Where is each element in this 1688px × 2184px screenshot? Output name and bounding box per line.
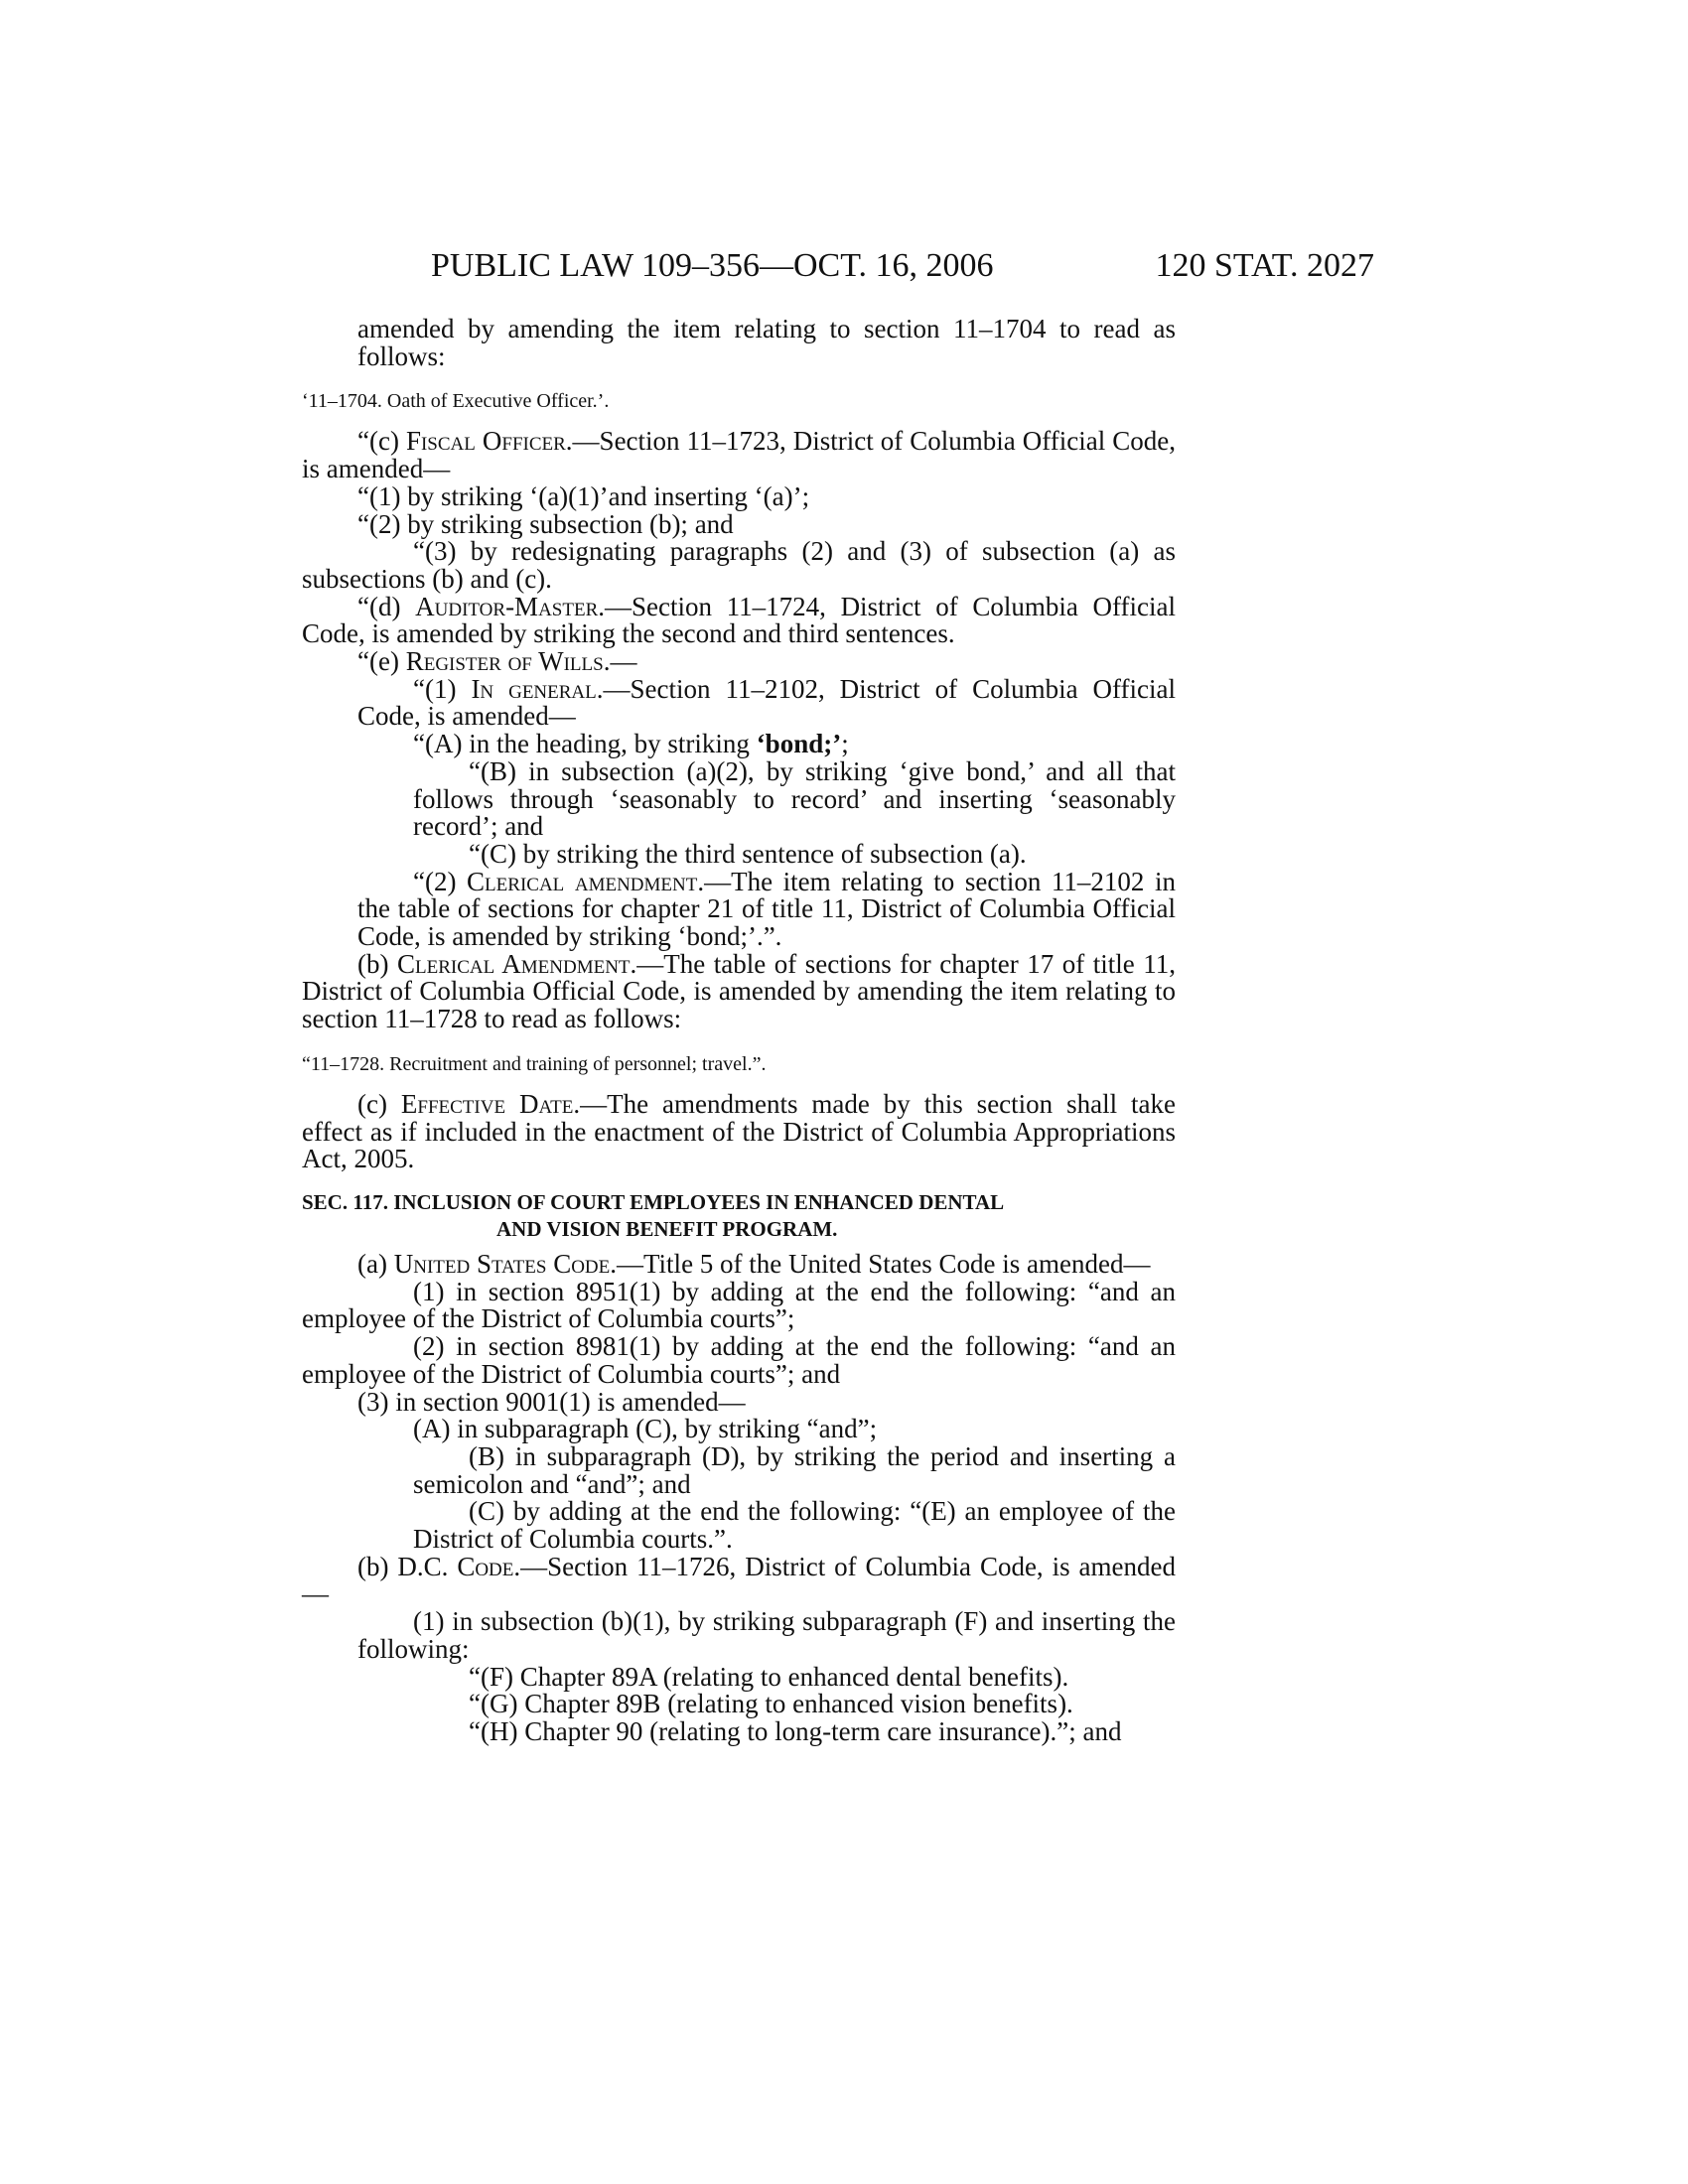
subsection-b-clerical-amendment: (b) Clerical Amendment.—The table of sections for chapter 17 of title 11, District of Columbia Official Code, is amended by amending the item relating to section 11–1728 to read as follows:: [302, 948, 1176, 1034]
subsection-d-auditor-master: “(d) Auditor-Master.—Section 11–1724, District of Columbia Official Code, is amended by striking the second and third sentences.: [302, 591, 1176, 649]
heading-dc-code: D.C. Code: [397, 1551, 514, 1581]
paragraph-c-1: “(1) by striking ‘(a)(1)’and inserting ‘(a)’;: [357, 480, 810, 511]
heading-effective-date: Effective Date: [400, 1088, 574, 1119]
heading-united-states-code: United States Code: [393, 1248, 611, 1279]
subparagraph-e-A: “(A) in the heading, by striking ‘bond;’;: [413, 729, 849, 759]
body-text: [302, 316, 1176, 1746]
subsection-e-register-of-wills: “(e) Register of Wills.—: [357, 646, 637, 677]
heading-register-of-wills: Register of Wills: [405, 646, 604, 677]
running-head-title: PUBLIC LAW 109–356—OCT. 16, 2006: [431, 247, 994, 284]
bold-bond: ‘bond;’: [756, 729, 842, 759]
section-117-heading-line2: AND VISION BENEFIT PROGRAM.: [496, 1216, 838, 1241]
paragraph-c-2: “(2) by striking subsection (b); and: [357, 508, 734, 539]
subsection-c-effective-date: (c) Effective Date.—The amendments made by this section shall take effect as if included in the enactment of the District of Columbia Appropriations Act, 2005.: [302, 1088, 1176, 1174]
subparagraph-a-C: (C) by adding at the end the following: “(E) an employee of the District of Columbia courts.”.: [413, 1496, 1176, 1555]
subsection-b-dc-code: (b) D.C. Code.—Section 11–1726, District of Columbia Code, is amended—: [302, 1551, 1176, 1609]
heading-fiscal-officer: Fiscal Officer: [405, 426, 566, 457]
paragraph-b-1: (1) in subsection (b)(1), by striking subparagraph (F) and inserting the following:: [357, 1606, 1176, 1664]
section-117-heading: [302, 1189, 1176, 1243]
subparagraph-e-C: “(C) by striking the third sentence of subsection (a).: [469, 838, 1027, 869]
paragraph-a-2: (2) in section 8981(1) by adding at the end the following: “and an employee of the District of Columbia courts”; and: [302, 1331, 1176, 1389]
subsection-a-united-states-code: (a) United States Code.—Title 5 of the United States Code is amended—: [357, 1248, 1151, 1279]
paragraph-a-3: (3) in section 9001(1) is amended—: [357, 1386, 746, 1417]
section-117-heading-line1: SEC. 117. INCLUSION OF COURT EMPLOYEES IN ENHANCED DENTAL: [302, 1189, 1005, 1214]
subparagraph-e-B: “(B) in subsection (a)(2), by striking ‘give bond,’ and all that follows through ‘seasonably to record’ and inserting ‘seasonably record’; and: [413, 755, 1176, 842]
running-head-page-number: 120 STAT. 2027: [1155, 247, 1374, 284]
continuation-paragraph: amended by amending the item relating to section 11–1704 to read as follows:: [357, 314, 1176, 371]
table-item-11-1704: ‘11–1704. Oath of Executive Officer.’.: [302, 390, 610, 413]
page-header: [302, 244, 1374, 288]
subsection-c-fiscal-officer: “(c) Fiscal Officer.—Section 11–1723, District of Columbia Official Code, is amended—: [302, 426, 1176, 484]
paragraph-e-2: “(2) Clerical amendment.—The item relating to section 11–2102 in the table of sections for chapter 21 of title 11, District of Columbia Official Code, is amended by striking ‘bond;’.”.: [357, 866, 1176, 952]
table-item-11-1728: “11–1728. Recruitment and training of personnel; travel.”.: [302, 1052, 767, 1075]
paragraph-c-3: “(3) by redesignating paragraphs (2) and (3) of subsection (a) as subsections (b) and (c).: [302, 536, 1176, 594]
subparagraph-F: “(F) Chapter 89A (relating to enhanced dental benefits).: [469, 1661, 1069, 1692]
subparagraph-H: “(H) Chapter 90 (relating to long-term care insurance).”; and: [469, 1715, 1122, 1746]
subparagraph-a-B: (B) in subparagraph (D), by striking the period and inserting a semicolon and “and”; and: [413, 1440, 1176, 1499]
heading-clerical-amendment: Clerical amendment: [467, 866, 698, 896]
subparagraph-a-A: (A) in subparagraph (C), by striking “and”;: [413, 1414, 878, 1444]
paragraph-e-1: “(1) In general.—Section 11–2102, District of Columbia Official Code, is amended—: [357, 673, 1176, 732]
paragraph-a-1: (1) in section 8951(1) by adding at the end the following: “and an employee of the District of Columbia courts”;: [302, 1276, 1176, 1334]
heading-auditor-master: Auditor-Master: [415, 591, 599, 621]
heading-in-general: In general: [471, 673, 597, 704]
subparagraph-G: “(G) Chapter 89B (relating to enhanced vision benefits).: [469, 1689, 1073, 1719]
heading-clerical-amendment-b: Clerical Amendment: [397, 948, 631, 979]
